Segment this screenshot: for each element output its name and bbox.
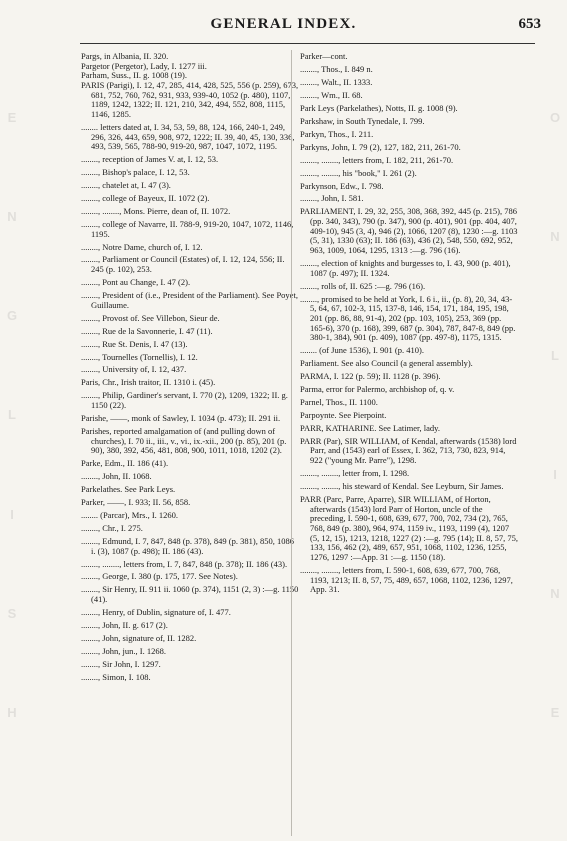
index-entry: ........, George, I. 380 (p. 175, 177. See Notes). <box>81 571 238 582</box>
index-entry: ........, promised to be held at York, I. 6 i., ii., (p. 8), 20, 34, 43-5, 64, 67, 102-3, 115, 137-8, 146, 154, 171, 184, 195, 198, 201 (pp. 86, 88, 91-4), 202 (pp. 103, 105), 253, 369 (pp. 165-6), 370 (p. 168), 399, 687 (p. 304), 787, 847-8, 849 (pp. 380-1, 384), 901 (p. 409), 1087 (pp. 497-8), 1175, 1315. <box>300 293 516 343</box>
index-entry: PARR, KATHARINE. See Latimer, lady. <box>300 422 440 433</box>
watermark-right <box>545 110 565 720</box>
index-entry: PARR (Par), SIR WILLIAM, of Kendal, afterwards (1538) lord Parr, and (1543) earl of Essex, I. 362, 713, 730, 823, 914, 922 ("young Mr. Parre"), 1298. <box>300 435 517 466</box>
index-entry: ........, ........, letter from, I. 1298. <box>300 468 410 479</box>
index-entry: ........, Rue St. Denis, I. 47 (13). <box>81 338 188 349</box>
index-entry: Paris, Chr., Irish traitor, II. 1310 i. (45). <box>81 377 216 388</box>
watermark-letter: S <box>7 605 17 621</box>
running-header <box>0 16 567 38</box>
index-entry: ........, Parliament or Council (Estates) of, I. 12, 124, 556; II. 245 (p. 102), 253. <box>81 254 285 275</box>
index-entry: Parnel, Thos., II. 1100. <box>300 396 378 407</box>
index-entry: Parliament. See also Council (a general assembly). <box>300 358 473 369</box>
index-entry: ........, Sir John, I. 1297. <box>81 658 161 669</box>
watermark-letter: N <box>550 586 560 601</box>
watermark-letter: G <box>6 308 18 324</box>
index-entry: PARLIAMENT, I. 29, 32, 255, 308, 368, 392, 445 (p. 215), 786 (pp. 340, 343), 790 (p. 347), 900 (p. 401), 901 (pp. 404, 407, 409-10), 945 (3, 4), 946 (2), 1066, 1207 (8), 1230 :—g. 1103 (5, 31), 1330 (63); II. 186 (63), 436 (2), 548, 550, 692, 952, 963, 1009, 1064, 1295, 1313 :—g. 796 (16). <box>300 206 518 256</box>
index-entry: Parkyn, Thos., I. 211. <box>300 128 374 139</box>
watermark-left <box>2 110 22 720</box>
watermark-letter: H <box>7 704 17 720</box>
watermark-letter: I <box>10 506 14 522</box>
index-entry: ........, Philip, Gardiner's servant, I. 770 (2), 1209, 1322; II. g. 1150 (22). <box>81 390 288 411</box>
index-entry: ........, ........, letters from, I. 182, 211, 261-70. <box>300 154 454 165</box>
index-entry: Parkyns, John, I. 79 (2), 127, 182, 211, 261-70. <box>300 141 461 152</box>
index-entry: ........, ........, his steward of Kendal. See Leyburn, Sir James. <box>300 481 504 492</box>
index-entry: Parkelathes. See Park Leys. <box>81 484 176 495</box>
index-entry: ........, Wm., II. 68. <box>300 89 363 100</box>
index-entry: Parishe, ——, monk of Sawley, I. 1034 (p. 473); II. 291 ii. <box>81 412 281 423</box>
index-entry: ........, John, II. 1068. <box>81 471 152 482</box>
index-entry: ........, Chr., I. 275. <box>81 522 143 533</box>
index-entry: ........, John, jun., I. 1268. <box>81 645 166 656</box>
page-title: GENERAL INDEX. <box>210 16 357 32</box>
index-entry: PARIS (Parigi), I. 12, 47, 285, 414, 428, 525, 556 (p. 259), 673, 681, 752, 760, 762, 931, 933, 939-40, 1052 (p. 480), 1107, 1189, 1242, 1322; II. 121, 210, 342, 494, 552, 808, 1115, 1146, 1285. <box>81 79 299 119</box>
index-entry: PARR (Parc, Parre, Aparre), SIR WILLIAM, of Horton, afterwards (1543) lord Parr of Horton, uncle of the preceding, I. 590-1, 608, 639, 677, 700, 702, 734 (2), 765, 768, 849 (p. 380), 964, 974, 1159 iv., 1193, 1199 (4), 1207 (5, 12, 15), 1213, 1218, 1227 (2) :—g. 795 (14); II. 8, 57, 75, 133, 156, 462 (2), 489, 657, 951, 1068, 1102, 1236, 1255, 1276, 1297 :—App. 31 :—g. 1150 (18). <box>300 494 518 562</box>
index-column-left <box>81 52 299 682</box>
index-entry: ........, rolls of, II. 625 :—g. 796 (16). <box>300 280 426 291</box>
index-entry: ........ (Parcar), Mrs., I. 1260. <box>81 510 179 521</box>
index-entry: ........, John, I. 581. <box>300 193 364 204</box>
watermark-letter: L <box>8 407 16 423</box>
index-entry: ........, Edmund, I. 7, 847, 848 (p. 378), 849 (p. 381), 850, 1086 i. (3), 1087 (p. 498); II. 186 (43). <box>81 535 294 556</box>
index-entry: ........, Bishop's palace, I. 12, 53. <box>81 167 190 178</box>
page-number: 653 <box>518 16 541 32</box>
index-entry: ........, ........, Mons. Pierre, dean of, II. 1072. <box>81 205 231 216</box>
index-entry: ........, election of knights and burgesses to, I. 43, 900 (p. 401), 1087 (p. 497); II. 1324. <box>300 258 511 278</box>
index-entry: ........, Pont au Change, I. 47 (2). <box>81 277 191 288</box>
watermark-letter: L <box>551 348 559 363</box>
index-entry: ........, Walt., II. 1333. <box>300 76 373 87</box>
index-entry: Parkynson, Edw., I. 798. <box>300 180 384 191</box>
index-entry: ........, Henry, of Dublin, signature of, I. 477. <box>81 607 231 618</box>
index-entry: ........, ........, his "book," I. 261 (2). <box>300 167 417 178</box>
watermark-letter: N <box>550 229 560 244</box>
index-entry: ........, ........, letters from, I. 590-1, 608, 639, 677, 700, 768, 1193, 1213; II. 8, 57, 75, 489, 657, 1068, 1102, 1236, 1297, App. 31. <box>300 564 513 595</box>
index-entry: Parkshaw, in South Tynedale, I. 799. <box>300 115 425 126</box>
index-entry: Park Leys (Parkelathes), Notts, II. g. 1008 (9). <box>300 102 458 113</box>
index-entry: PARMA, I. 122 (p. 59); II. 1128 (p. 396). <box>300 371 441 382</box>
index-entry: ........, John, signature of, II. 1282. <box>81 632 197 643</box>
index-entry: ........ (of June 1536), I. 901 (p. 410). <box>300 345 424 356</box>
index-entry: Pargs, in Albania, II. 320. <box>81 51 169 61</box>
index-entry: Parke, Edm., II. 186 (41). <box>81 458 169 469</box>
index-entry: Parker, ——, I. 933; II. 56, 858. <box>81 497 191 508</box>
index-entry: Parpoynte. See Pierpoint. <box>300 409 387 420</box>
index-entry: ........, President of (i.e., President of the Parliament). See Poyet, Guillaume. <box>81 290 298 310</box>
index-entry: ........, John, II. g. 617 (2). <box>81 620 168 630</box>
index-entry: ........, Sir Henry, II. 911 ii. 1060 (p. 374), 1151 (2, 3) :—g. 1150 (41). <box>81 584 299 605</box>
index-entry: Parishes, reported amalgamation of (and pulling down of churches), I. 70 ii., iii., v., vi., ix.-xii., 200 (p. 85), 201 (p. 90), 380, 392, 456, 481, 808, 900, 1011, 1018, 1202 (2). <box>81 425 287 456</box>
index-entry: Parma, error for Palermo, archbishop of, q. v. <box>300 384 455 395</box>
index-entry: ........, Provost of. See Villebon, Sieur de. <box>81 312 220 323</box>
index-entry: ........, Thos., I. 849 n. <box>300 63 373 74</box>
index-entry: ........, ........, letters from, I. 7, 847, 848 (p. 378); II. 186 (43). <box>81 558 288 569</box>
index-entry: ........, chatelet at, I. 47 (3). <box>81 180 171 191</box>
index-entry: ........, Tournelles (Tornellis), I. 12. <box>81 351 198 362</box>
index-entry: Parker—cont. <box>300 51 348 61</box>
index-entry: ........, college of Navarre, II. 788-9, 919-20, 1047, 1072, 1146, 1195. <box>81 218 294 239</box>
index-entry: ........, Notre Dame, church of, I. 12. <box>81 241 203 252</box>
index-entry: ........, college of Bayeux, II. 1072 (2). <box>81 193 210 204</box>
watermark-letter: N <box>7 209 17 225</box>
index-entry: ........, reception of James V. at, I. 12, 53. <box>81 154 219 165</box>
watermark-letter: E <box>550 705 560 720</box>
index-entry: ........, Rue de la Savonnerie, I. 47 (11). <box>81 325 213 336</box>
watermark-letter: O <box>549 110 561 125</box>
index-entry: Pargetor (Pergetor), Lady, I. 1277 iii. <box>81 60 207 71</box>
column-divider <box>291 50 292 836</box>
index-entry: ........ letters dated at, I. 34, 53, 59, 88, 124, 166, 240-1, 249, 296, 326, 443, 659, 908, 972, 1222; II. 39, 40, 45, 130, 336, 493, 539, 565, 788-90, 919-20, 987, 1047, 1072, 1195. <box>81 121 295 152</box>
index-entry: ........, University of, I. 12, 437. <box>81 364 187 375</box>
watermark-letter: I <box>553 467 557 482</box>
watermark-letter: E <box>7 110 17 125</box>
header-rule <box>80 43 535 44</box>
index-entry: ........, Simon, I. 108. <box>81 671 151 682</box>
index-entry: Parham, Suss., II. g. 1008 (19). <box>81 70 188 81</box>
index-column-right <box>300 52 518 595</box>
